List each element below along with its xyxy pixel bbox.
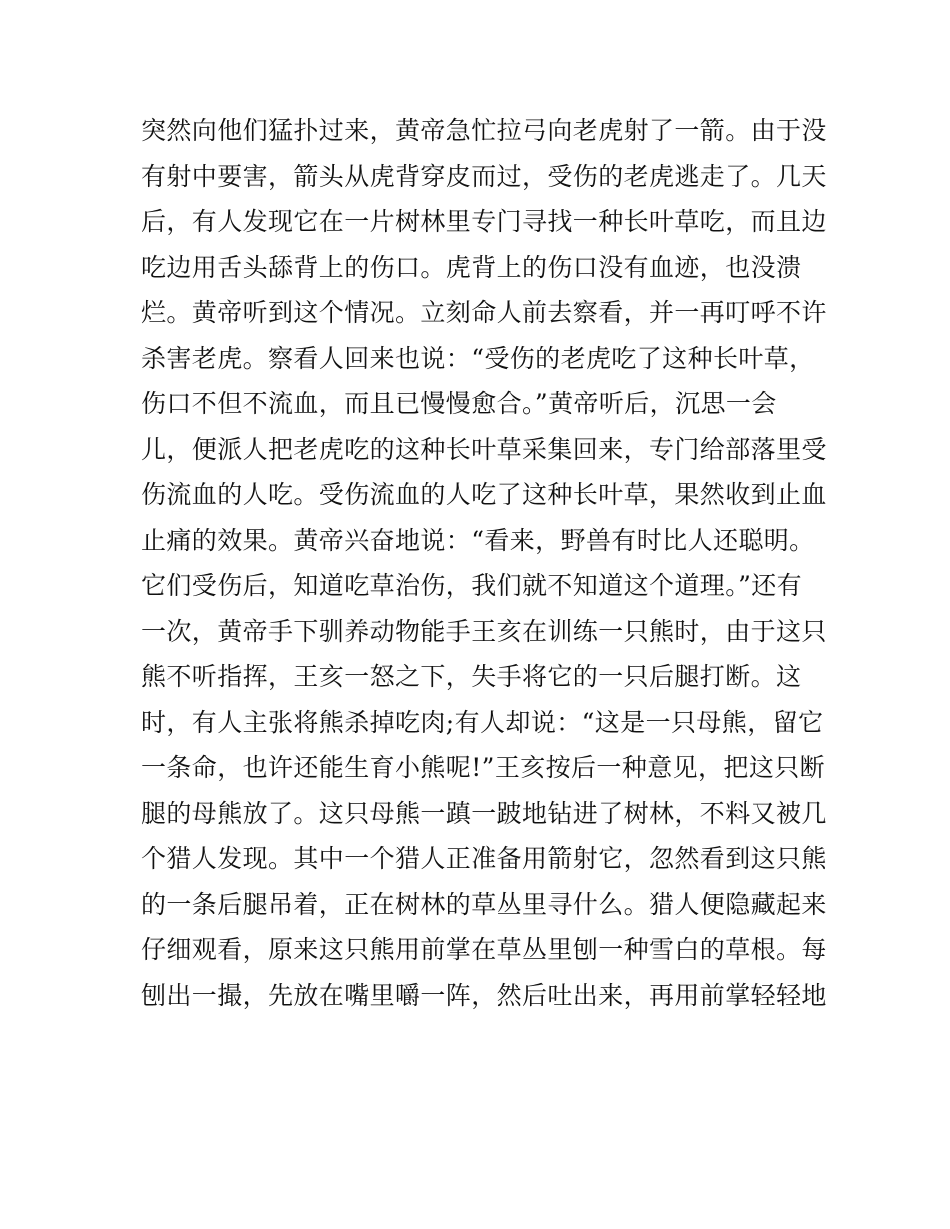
text-line-16: 腿的母熊放了。这只母熊一蹎一跛地钻进了树林，不料又被几 [141,798,827,828]
text-line-17: 个猎人发现。其中一个猎人正准备用箭射它，忽然看到这只熊 [141,844,827,873]
text-line-8: 儿，便派人把老虎吃的这种长叶草采集回来，专门给部落里受 [141,434,827,464]
text-line-12: 一次，黄帝手下驯养动物能手王亥在训练一只熊时，由于这只 [141,616,827,646]
text-line-14: 时，有人主张将熊杀掉吃肉;有人却说：“这是一只母熊，留它 [141,707,824,737]
text-line-4: 吃边用舌头舔背上的伤口。虎背上的伤口没有血迹，也没溃 [141,252,802,282]
body-text [141,108,827,1018]
text-line-11: 它们受伤后，知道吃草治伤，我们就不知道这个道理。”还有 [141,571,803,600]
text-line-5: 烂。黄帝听到这个情况。立刻命人前去察看，并一再叮呼不许 [141,298,827,327]
text-line-10: 止痛的效果。黄帝兴奋地说：“看来，野兽有时比人还聪明。 [141,525,815,555]
text-line-1: 突然向他们猛扑过来，黄帝急忙拉弓向老虎射了一箭。由于没 [141,116,827,145]
text-line-19: 仔细观看，原来这只熊用前掌在草丛里刨一种雪白的草根。每 [141,935,827,964]
text-line-13: 熊不听指挥，王亥一怒之下，失手将它的一只后腿打断。这 [141,662,802,691]
text-line-7: 伤口不但不流血，而且已慢慢愈合。”黄帝听后，沉思一会 [141,389,777,418]
text-line-3: 后，有人发现它在一片树林里专门寻找一种长叶草吃，而且边 [141,207,827,236]
text-line-9: 伤流血的人吃。受伤流血的人吃了这种长叶草，果然收到止血 [141,480,827,509]
text-line-6: 杀害老虎。察看人回来也说：“受伤的老虎吃了这种长叶草， [141,343,815,373]
text-line-15: 一条命，也许还能生育小熊呢!”王亥按后一种意见，把这只断 [141,753,826,782]
text-line-2: 有射中要害，箭头从虎背穿皮而过，受伤的老虎逃走了。几天 [141,161,827,191]
text-line-20: 刨出一撮，先放在嘴里嚼一阵，然后吐出来，再用前掌轻轻地 [141,980,827,1010]
text-line-18: 的一条后腿吊着，正在树林的草丛里寻什么。猎人便隐藏起来 [141,889,827,919]
